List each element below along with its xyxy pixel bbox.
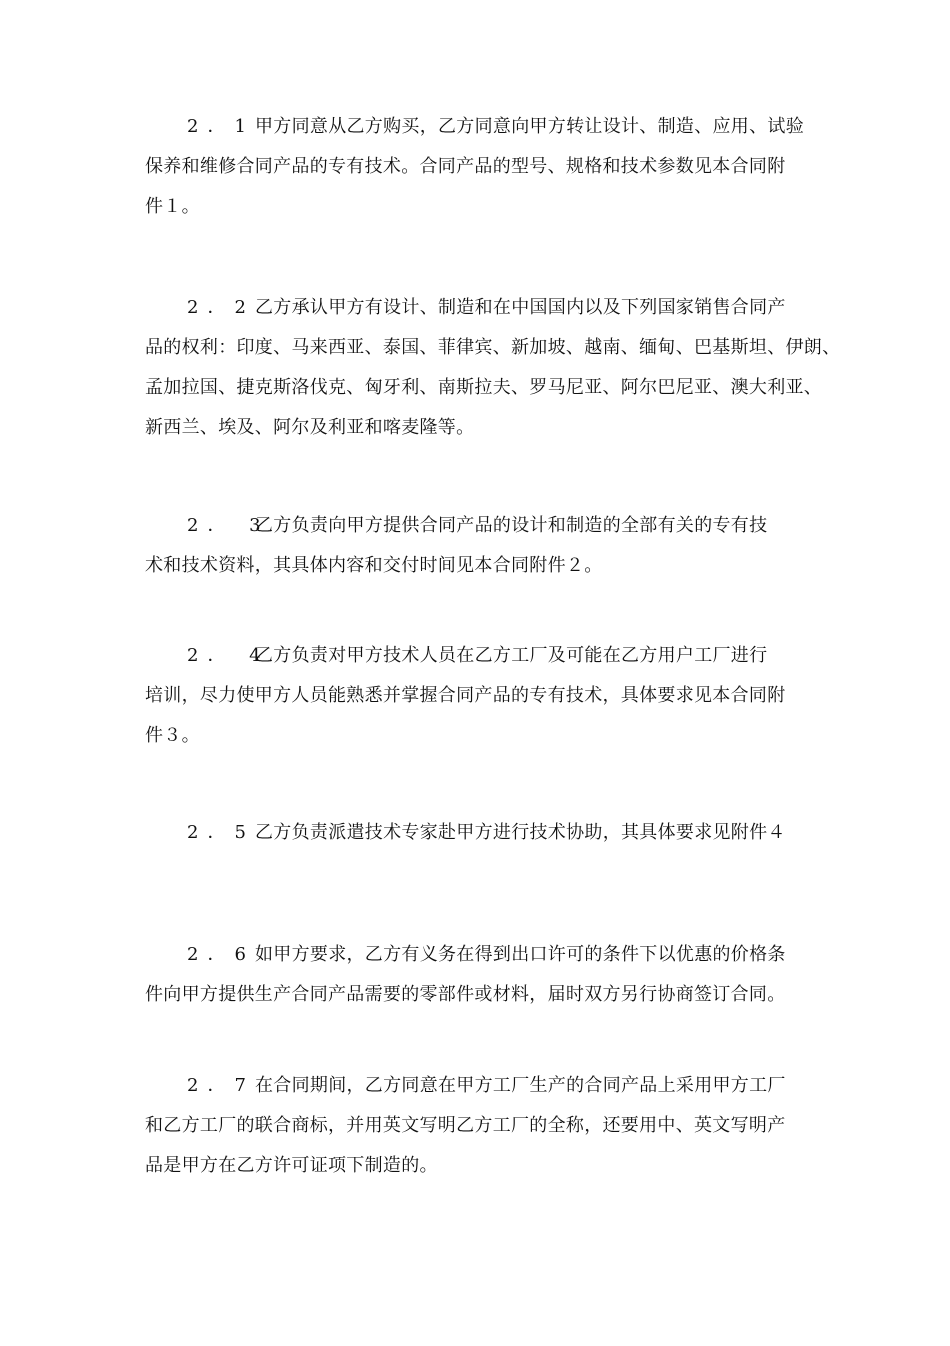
clause-number: 2．5 [187,822,255,843]
clause-text-line: 乙方承认甲方有设计、制造和在中国国内以及下列国家销售合同产 [255,297,786,318]
clause-2-4 [145,636,815,756]
clause-text-line: 和乙方工厂的联合商标，并用英文写明乙方工厂的全称，还要用中、英文写明产 [145,1115,786,1136]
clause-text-line: 品的权利：印度、马来西亚、泰国、菲律宾、新加坡、越南、缅甸、巴基斯坦、伊朗、 [145,337,841,358]
clause-text-line: 孟加拉国、捷克斯洛伐克、匈牙利、南斯拉夫、罗马尼亚、阿尔巴尼亚、澳大利亚、 [145,377,823,398]
clause-number: 2． 3 [187,515,270,536]
clause-number: 2．7 [187,1075,255,1096]
clause-2-2 [145,288,841,448]
clause-text-line: 乙方负责向甲方提供合同产品的设计和制造的全部有关的专有技 [255,515,768,536]
clause-text-line: 件向甲方提供生产合同产品需要的零部件或材料，届时双方另行协商签订合同。 [145,984,786,1005]
clause-2-3 [145,506,815,586]
clause-text-line: 件１。 [145,196,200,217]
clause-text-line: 乙方负责派遣技术专家赴甲方进行技术协助，其具体要求见附件４ [255,822,786,843]
clause-text-line: 如甲方要求，乙方有义务在得到出口许可的条件下以优惠的价格条 [255,944,786,965]
clause-number: 2． 4 [187,645,270,666]
clause-text-line: 保养和维修合同产品的专有技术。合同产品的型号、规格和技术参数见本合同附 [145,156,786,177]
clause-number: 2．2 [187,297,255,318]
clause-text-line: 新西兰、埃及、阿尔及利亚和喀麦隆等。 [145,417,475,438]
clause-text-line: 乙方负责对甲方技术人员在乙方工厂及可能在乙方用户工厂进行 [255,645,768,666]
clause-text-line: 术和技术资料，其具体内容和交付时间见本合同附件２。 [145,555,603,576]
clause-2-1 [145,107,815,227]
clause-text-line: 培训，尽力使甲方人员能熟悉并掌握合同产品的专有技术，具体要求见本合同附 [145,685,786,706]
clause-text-line: 品是甲方在乙方许可证项下制造的。 [145,1155,438,1176]
clause-2-5 [145,813,815,853]
clause-text-line: 件３。 [145,725,200,746]
clause-number: 2．1 [187,116,255,137]
clause-text-line: 甲方同意从乙方购买，乙方同意向甲方转让设计、制造、应用、试验 [255,116,804,137]
clause-2-7 [145,1066,815,1186]
clause-number: 2．6 [187,944,255,965]
clause-text-line: 在合同期间，乙方同意在甲方工厂生产的合同产品上采用甲方工厂 [255,1075,786,1096]
clause-2-6 [145,935,815,1015]
